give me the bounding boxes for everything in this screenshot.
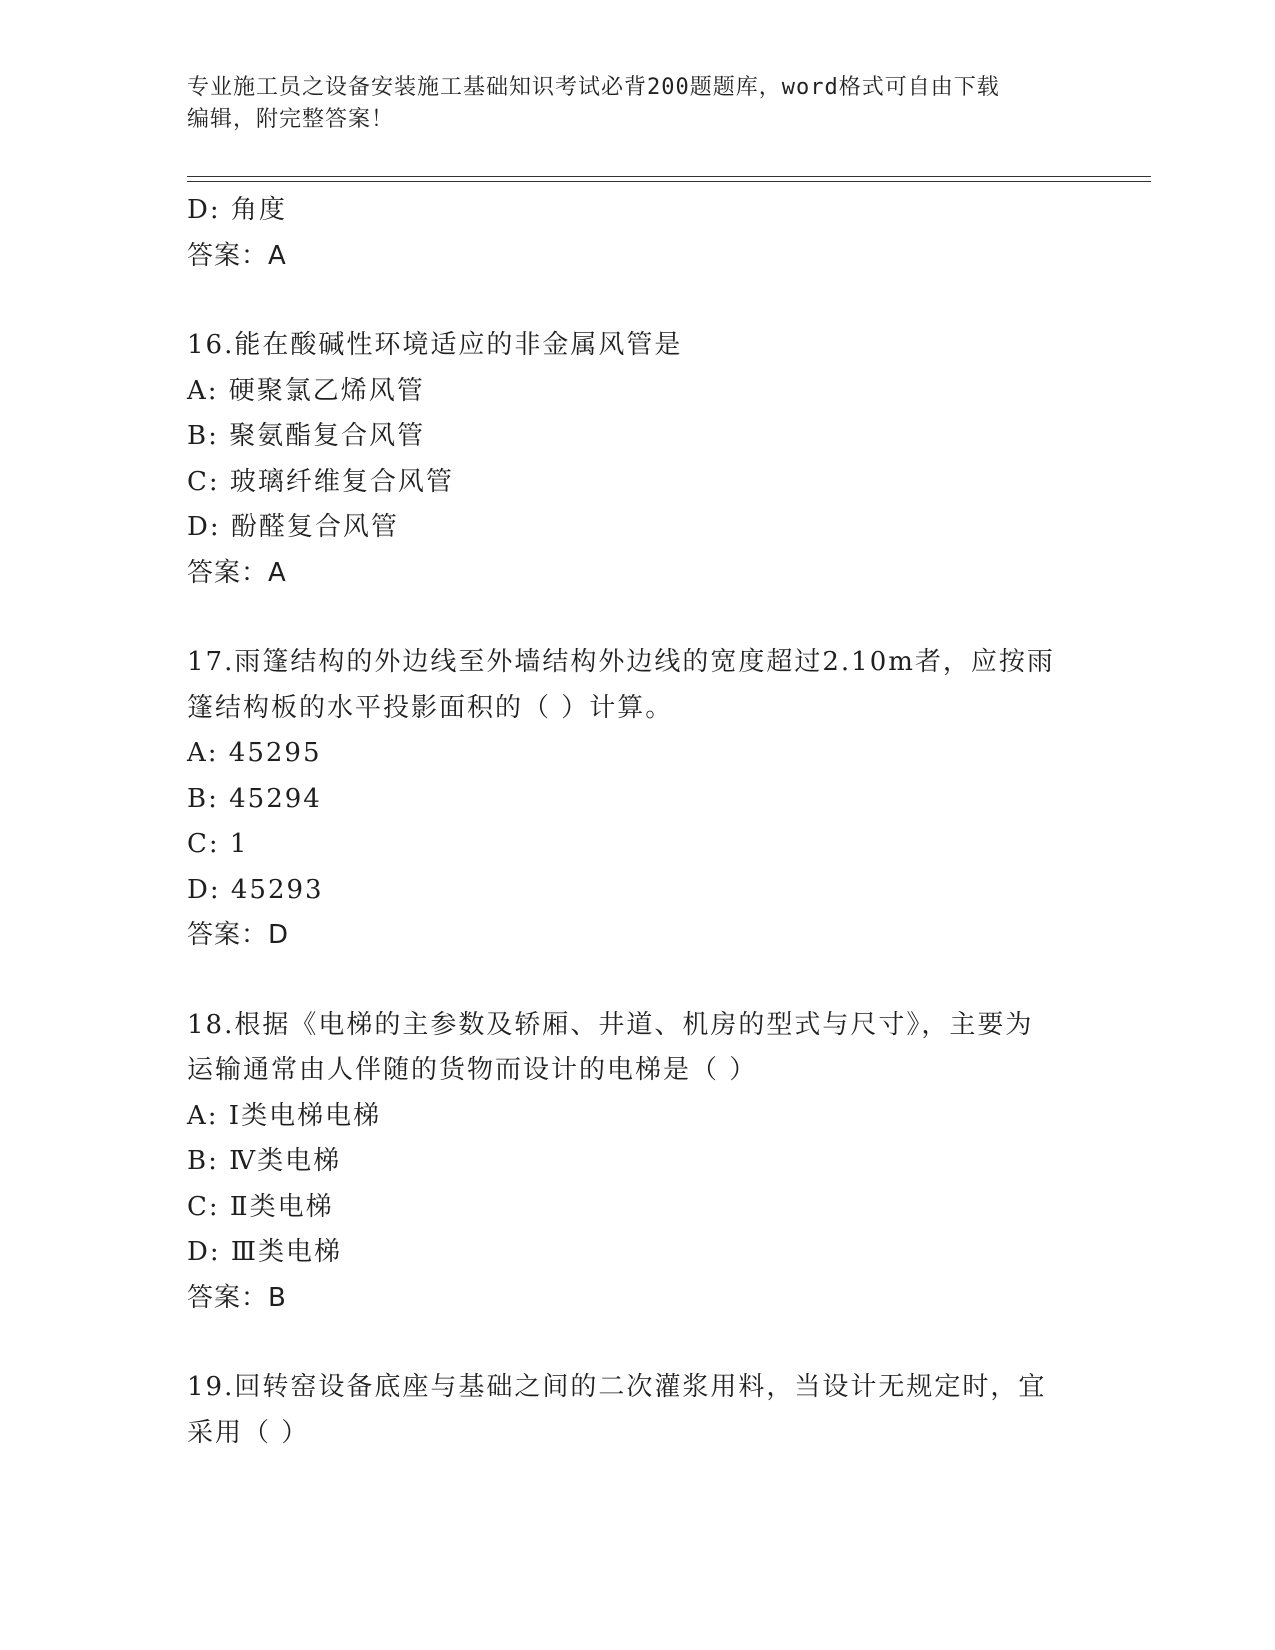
question-16-answer: 答案：A bbox=[187, 557, 287, 588]
question-16-option-b: B: 聚氨酯复合风管 bbox=[187, 421, 426, 451]
spacer bbox=[187, 279, 1087, 323]
question-17-option-c: C: 1 bbox=[187, 829, 249, 859]
question-list bbox=[187, 188, 1087, 1456]
question-18-stem-line-1: 18.根据《电梯的主参数及轿厢、井道、机房的型式与尺寸》，主要为 bbox=[187, 1009, 1034, 1040]
spacer bbox=[187, 1321, 1087, 1365]
question-16-option-a: A: 硬聚氯乙烯风管 bbox=[187, 375, 425, 406]
question-16-stem: 16.能在酸碱性环境适应的非金属风管是 bbox=[187, 330, 683, 360]
question-17-option-d: D: 45293 bbox=[187, 874, 324, 905]
header-divider-bottom bbox=[187, 181, 1151, 182]
question-18-option-d: D: Ⅲ类电梯 bbox=[187, 1237, 342, 1267]
question-16-option-c: C: 玻璃纤维复合风管 bbox=[187, 466, 454, 497]
question-17-answer: 答案：D bbox=[187, 920, 290, 950]
question-18-option-b: B: Ⅳ类电梯 bbox=[187, 1146, 342, 1176]
header-line-1: 专业施工员之设备安装施工基础知识考试必背200题题库，word格式可自由下载 bbox=[187, 75, 1000, 100]
question-19-stem-line-2: 采用（ ） bbox=[187, 1417, 310, 1448]
question-16-option-d: D: 酚醛复合风管 bbox=[187, 512, 399, 542]
header-line-2: 编辑，附完整答案！ bbox=[187, 107, 395, 132]
header-divider-top bbox=[187, 176, 1151, 177]
prev-option-d: D: 角度 bbox=[187, 195, 287, 225]
document-header bbox=[187, 72, 1067, 136]
question-17-option-b: B: 45294 bbox=[187, 783, 322, 814]
spacer bbox=[187, 596, 1087, 640]
question-18-answer: 答案：B bbox=[187, 1282, 287, 1313]
question-17-stem-line-1: 17.雨篷结构的外边线至外墙结构外边线的宽度超过2.10m者，应按雨 bbox=[187, 647, 1055, 677]
question-17-option-a: A: 45295 bbox=[187, 738, 322, 768]
question-19-stem-line-1: 19.回转窑设备底座与基础之间的二次灌浆用料，当设计无规定时，宜 bbox=[187, 1372, 1047, 1402]
question-18-option-c: C: Ⅱ类电梯 bbox=[187, 1191, 334, 1222]
question-18-stem-line-2: 运输通常由人伴随的货物而设计的电梯是（ ） bbox=[187, 1055, 758, 1085]
question-18-option-a: A: Ⅰ类电梯电梯 bbox=[187, 1100, 382, 1131]
prev-answer: 答案：A bbox=[187, 240, 287, 271]
question-17-stem-line-2: 篷结构板的水平投影面积的（ ）计算。 bbox=[187, 692, 674, 723]
spacer bbox=[187, 959, 1087, 1003]
